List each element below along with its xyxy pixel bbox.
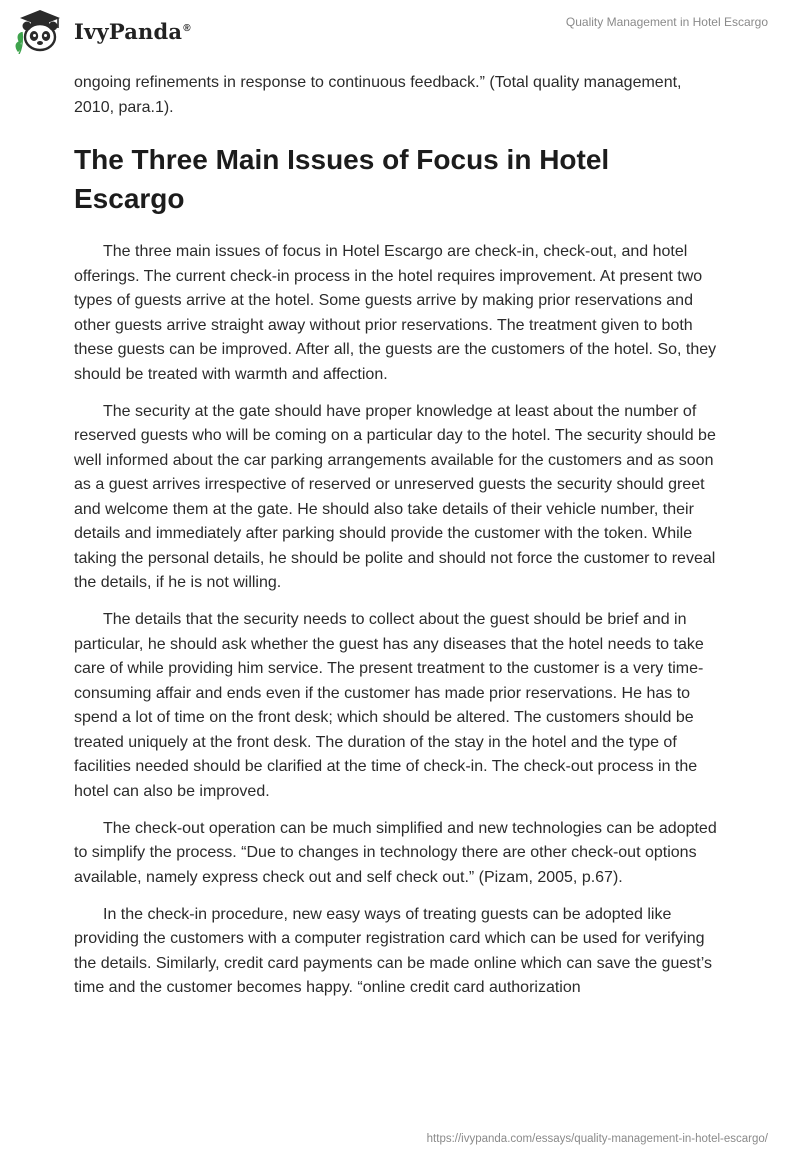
- paragraph: In the check-in procedure, new easy ways of treating guests can be adopted like providing the customers with a computer registration card which can be used for verifying the details. Similarly, credit card payments can be made online which can save the guest’s time and the customer becomes happy. “online credit card authorization: [74, 905, 712, 996]
- paragraph: The three main issues of focus in Hotel Escargo are check-in, check-out, and hotel offerings. The current check-in process in the hotel requires improvement. At present two types of guests arrive at the hotel. Some guests arrive by making prior reservations and other guests arrive straight away without prior reservations. The treatment given to both these guests can be improved. After all, the guests are the customers of the hotel. So, they should be treated with warmth and affection.: [74, 243, 717, 383]
- lead-paragraph: ongoing refinements in response to continuous feedback.” (Total quality management, 2010, para.1).: [74, 74, 682, 116]
- document-title: Quality Management in Hotel Escargo: [565, 15, 768, 29]
- source-url[interactable]: https://ivypanda.com/essays/quality-management-in-hotel-escargo/: [426, 1133, 768, 1145]
- brand-name: IvyPanda®: [74, 18, 191, 44]
- paragraph: The security at the gate should have proper knowledge at least about the number of reserved guests who will be coming on a particular day to the hotel. The security should be well informed about the car parking arrangements available for the customers and as soon as a guest arrives irrespective of reserved or unreserved guests the security should greet and welcome them at the gate. He should also take details of their vehicle number, their details and immediately after parking should provide the customer with the token. While taking the personal details, he should be polite and should not force the customer to reveal the details, if he is not willing.: [74, 402, 716, 591]
- paragraph: The check-out operation can be much simplified and new technologies can be adopted to simplify the process. “Due to changes in technology there are other check-out options available, namely express check out and self check out.” (Pizam, 2005, p.67).: [74, 819, 717, 886]
- paragraph: The details that the security needs to collect about the guest should be brief and in particular, he should ask whether the guest has any diseases that the hotel needs to take care of while providing him service. The present treatment to the customer is a very time-consuming affair and ends even if the customer has made prior reservations. He has to spend a lot of time on the front desk; which should be altered. The customers should be treated uniquely at the front desk. The duration of the stay in the hotel and the type of facilities needed should be clarified at the time of check-in. The check-out process in the hotel can also be improved.: [74, 611, 704, 800]
- section-heading: The Three Main Issues of Focus in Hotel Escargo: [74, 144, 610, 214]
- panda-logo-icon: [14, 8, 66, 54]
- ivypanda-logo[interactable]: [14, 8, 191, 54]
- page-header: [0, 0, 800, 60]
- essay-content: [74, 71, 724, 1013]
